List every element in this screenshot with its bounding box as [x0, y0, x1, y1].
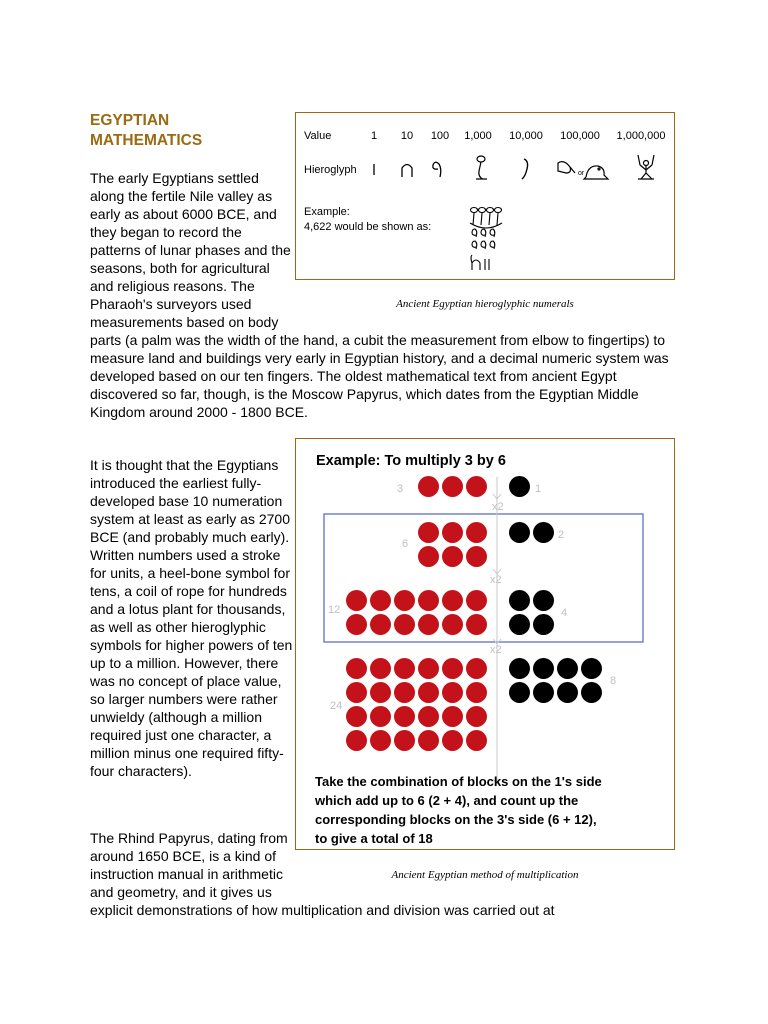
conclusion-line-1: Take the combination of blocks on the 1's side: [315, 774, 602, 789]
black-count-label-2: 2: [558, 529, 565, 541]
red-dot: [346, 682, 367, 703]
hieroglyph-numerals-figure: [295, 112, 675, 280]
black-dot: [509, 682, 530, 703]
black-dot: [557, 682, 578, 703]
finger-glyph-icon: [522, 159, 528, 179]
example-text: 4,622 would be shown as:: [304, 221, 432, 233]
red-dot: [394, 682, 415, 703]
red-dot: [418, 658, 439, 679]
paragraph-2-container: [90, 456, 294, 780]
black-dot: [557, 658, 578, 679]
red-dot: [466, 730, 487, 751]
red-dot: [466, 658, 487, 679]
black-dot: [509, 476, 530, 497]
red-dot: [466, 590, 487, 611]
page-title: [90, 111, 290, 151]
red-dot: [466, 614, 487, 635]
red-dot: [346, 590, 367, 611]
red-dot: [418, 522, 439, 543]
red-dot: [418, 614, 439, 635]
value-1000000: 1,000,000: [616, 130, 666, 142]
red-dot: [418, 476, 439, 497]
black-dot: [533, 658, 554, 679]
black-dot: [581, 682, 602, 703]
red-dot: [418, 730, 439, 751]
red-dot: [418, 590, 439, 611]
red-dot: [442, 476, 463, 497]
red-dot: [370, 682, 391, 703]
value-row-label: Value: [304, 130, 332, 142]
hieroglyph-row-label: Hieroglyph: [304, 164, 357, 176]
black-count-label-4: 4: [561, 607, 568, 619]
red-dot: [418, 546, 439, 567]
value-10000: 10,000: [509, 130, 543, 142]
figure-1-caption: Ancient Egyptian hieroglyphic numerals: [396, 298, 574, 310]
paragraph-3: The Rhind Papyrus, dating from around 1650 BCE, is a kind of instruction manual in arithmetic and geometry, and it gives us explicit demonstrations of how multiplication and division was carried out at: [90, 830, 555, 918]
red-dot: [370, 730, 391, 751]
red-dot: [346, 730, 367, 751]
black-dot: [509, 658, 530, 679]
red-dot: [394, 730, 415, 751]
or-text: or: [578, 170, 585, 177]
red-dot: [442, 590, 463, 611]
red-dot: [394, 658, 415, 679]
hieroglyph-numerals-svg: [296, 113, 673, 278]
red-count-label-12: 12: [328, 604, 341, 616]
lotus-glyph-icon: [476, 156, 487, 179]
doubling-label-2: x2: [490, 574, 502, 586]
value-100000: 100,000: [560, 130, 600, 142]
red-dot: [466, 546, 487, 567]
red-dot: [394, 706, 415, 727]
red-dot: [418, 706, 439, 727]
red-dot: [346, 706, 367, 727]
paragraph-2: It is thought that the Egyptians introduced the earliest fully-developed base 10 numeration system at least as early as 2700 BCE (and probably much early). Written numbers used a stroke for units, a heel-bone symbol for tens, a coil of rope for hundreds and a lotus plant for thousands, as well as other hieroglyphic symbols for higher powers of ten up to a million. However, there was no concept of place value, so larger numbers were rather unwieldy (although a million required just one character, a million minus one required fifty-four characters).: [90, 457, 293, 779]
figure-2-caption: Ancient Egyptian method of multiplication: [391, 869, 579, 881]
red-dot: [370, 614, 391, 635]
red-count-label-3: 3: [397, 483, 404, 495]
red-dot: [418, 682, 439, 703]
black-dot: [533, 522, 554, 543]
number-4622-glyph-icon: [470, 208, 502, 271]
multiplication-figure: [295, 438, 675, 850]
red-dot: [466, 706, 487, 727]
value-100: 100: [430, 130, 450, 142]
red-count-label-6: 6: [402, 538, 409, 550]
black-dot: [509, 590, 530, 611]
red-dot: [442, 682, 463, 703]
red-dot: [346, 614, 367, 635]
red-count-label-24: 24: [330, 700, 343, 712]
coil-glyph-icon: [433, 162, 441, 177]
red-dot: [370, 706, 391, 727]
doubling-label-3: x2: [490, 644, 502, 656]
red-dot: [442, 522, 463, 543]
heel-bone-glyph-icon: [402, 165, 412, 178]
conclusion-line-2: which add up to 6 (2 + 4), and count up the: [315, 793, 579, 808]
example-label: Example:: [304, 206, 350, 218]
red-dot: [394, 590, 415, 611]
heh-god-glyph-icon: [638, 155, 654, 179]
red-dot: [466, 522, 487, 543]
black-dot: [533, 590, 554, 611]
value-1: 1: [370, 130, 378, 142]
black-dot: [533, 682, 554, 703]
frog-glyph-icon: [584, 166, 608, 179]
black-count-label-8: 8: [610, 675, 617, 687]
red-dot: [466, 682, 487, 703]
black-dot: [533, 614, 554, 635]
title-line-1: EGYPTIAN: [90, 112, 170, 129]
multiplication-svg: [296, 439, 673, 848]
title-line-2: MATHEMATICS: [90, 132, 203, 149]
red-dot: [442, 614, 463, 635]
value-10: 10: [400, 130, 414, 142]
paragraph-1: The early Egyptians settled along the fertile Nile valley as early as about 6000 BCE, and they began to record the patterns of lunar phases and the seasons, both for agricultural and religious reasons. The Pharaoh's surveyors used measurements based on body parts (a palm was the width of the hand, a cubit the measurement from elbow to fingertips) to measure land and buildings very early in Egyptian history, and a decimal numeric system was developed based on our ten fingers. The oldest mathematical text from ancient Egypt discovered so far, though, is the Moscow Papyrus, which dates from the Egyptian Middle Kingdom around 2000 - 1800 BCE.: [90, 170, 669, 420]
red-dot: [466, 476, 487, 497]
red-dot: [442, 706, 463, 727]
value-1000: 1,000: [464, 130, 492, 142]
multiplication-title: Example: To multiply 3 by 6: [316, 453, 506, 469]
red-dot: [394, 614, 415, 635]
red-dot: [346, 658, 367, 679]
tadpole-glyph-icon: [558, 162, 575, 173]
red-dot: [442, 546, 463, 567]
red-dot: [370, 590, 391, 611]
doubling-label-1: x2: [492, 501, 504, 513]
black-count-label-1: 1: [535, 483, 542, 495]
red-dot: [442, 658, 463, 679]
red-dot: [370, 658, 391, 679]
red-dot: [442, 730, 463, 751]
conclusion-line-3: corresponding blocks on the 3's side (6 + 12),: [315, 812, 597, 827]
conclusion-line-4: to give a total of 18: [315, 831, 433, 846]
black-dot: [581, 658, 602, 679]
black-dot: [509, 614, 530, 635]
black-dot: [509, 522, 530, 543]
